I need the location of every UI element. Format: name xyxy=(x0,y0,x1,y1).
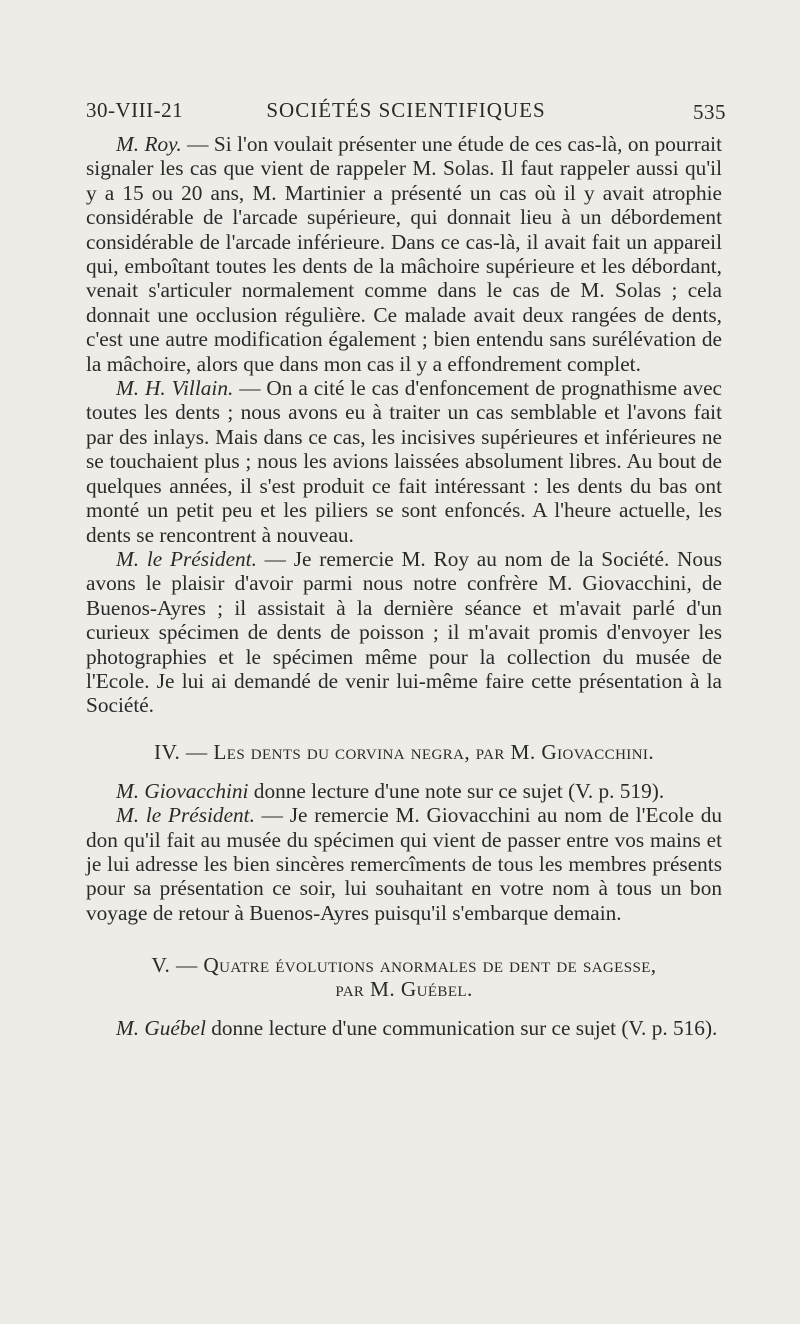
page-body xyxy=(86,132,722,1041)
speaker-name: M. le Président. xyxy=(116,546,257,571)
section-heading-iv: IV. — Les dents du corvina negra, par M. Giovacchini. xyxy=(153,739,655,764)
section-heading-v-line1: V. — Quatre évolutions anormales de dent de sagesse, xyxy=(151,953,657,978)
speaker-name: M. le Président. xyxy=(116,803,255,828)
paragraph-roy xyxy=(86,132,722,376)
paragraph-giovacchini xyxy=(86,779,722,803)
paragraph-guebel xyxy=(86,1016,722,1040)
paragraph-president-2 xyxy=(86,803,722,925)
running-header xyxy=(86,98,726,128)
header-date: 30-VIII-21 xyxy=(86,98,184,122)
paragraph-text: donne lecture d'une note sur ce sujet (V. p. 519). xyxy=(248,778,665,803)
paragraph-text: — On a cité le cas d'enfoncement de prognathisme avec toutes les dents ; nous avons eu à traiter un cas semblable et l'avons fait par des inlays. Mais dans ce cas, les incisives supérieures et inférieures ne se touchaient plus ; nous les avions laissées absolument libres. Au bout de quelques années, il s'est produit ce fait intéressant : les dents du bas ont monté un petit peu et les piliers se sont enfoncés. A l'heure actuelle, les dents se rencontrent à nouveau. xyxy=(86,376,722,547)
paragraph-text: — Je remercie M. Giovacchini au nom de l'Ecole du don qu'il fait au musée du spécimen qui vient de passer entre vos mains et je lui adresse les bien sincères remercîments de tous les membres présents pour sa présentation ce soir, lui souhaitant en votre nom à tous un bon voyage de retour à Buenos-Ayres puisqu'il s'embarque demain. xyxy=(86,803,722,925)
paragraph-text: — Si l'on voulait présenter une étude de ces cas-là, on pourrait signaler les cas que vient de rappeler M. Solas. Il faut rappeler aussi qu'il y a 15 ou 20 ans, M. Martinier a présenté un cas où il y avait atrophie considérable de l'arcade supérieure, qui donnait lieu à un débordement considérable de l'arcade inférieure. Dans ce cas-là, il avait fait un appareil qui, emboîtant toutes les dents de la mâchoire supérieure et les débordant, venait s'articuler normalement comme dans le cas de M. Solas ; cela donnait une occlusion régulière. Ce malade avait deux rangées de dents, c'est une autre modification également ; bien entendu sans surélévation de la mâchoire, alors que dans mon cas il y a effondrement complet. xyxy=(86,132,722,376)
header-title: SOCIÉTÉS SCIENTIFIQUES xyxy=(266,98,546,122)
paragraph-villain xyxy=(86,376,722,547)
paragraph-text: — Je remercie M. Roy au nom de la Société. Nous avons le plaisir d'avoir parmi nous notre confrère M. Giovacchini, de Buenos-Ayres ; il assistait à la dernière séance et m'avait parlé d'un curieux spécimen de dents de poisson ; il m'avait promis d'envoyer les photographies et le spécimen même pour la collection du musée de l'Ecole. Je lui ai demandé de venir lui-même faire cette présentation à la Société. xyxy=(86,546,723,718)
section-heading-v xyxy=(86,953,722,1001)
speaker-name: M. Guébel xyxy=(116,1016,206,1041)
speaker-name: M. H. Villain. xyxy=(116,376,234,401)
section-heading-v-line2: par M. Guébel. xyxy=(335,977,473,1002)
speaker-name: M. Roy. xyxy=(116,132,182,156)
paragraph-text: donne lecture d'une communication sur ce sujet (V. p. 516). xyxy=(205,1016,718,1041)
page-number: 535 xyxy=(693,100,726,124)
paragraph-president xyxy=(86,547,722,718)
speaker-name: M. Giovacchini xyxy=(116,778,249,803)
